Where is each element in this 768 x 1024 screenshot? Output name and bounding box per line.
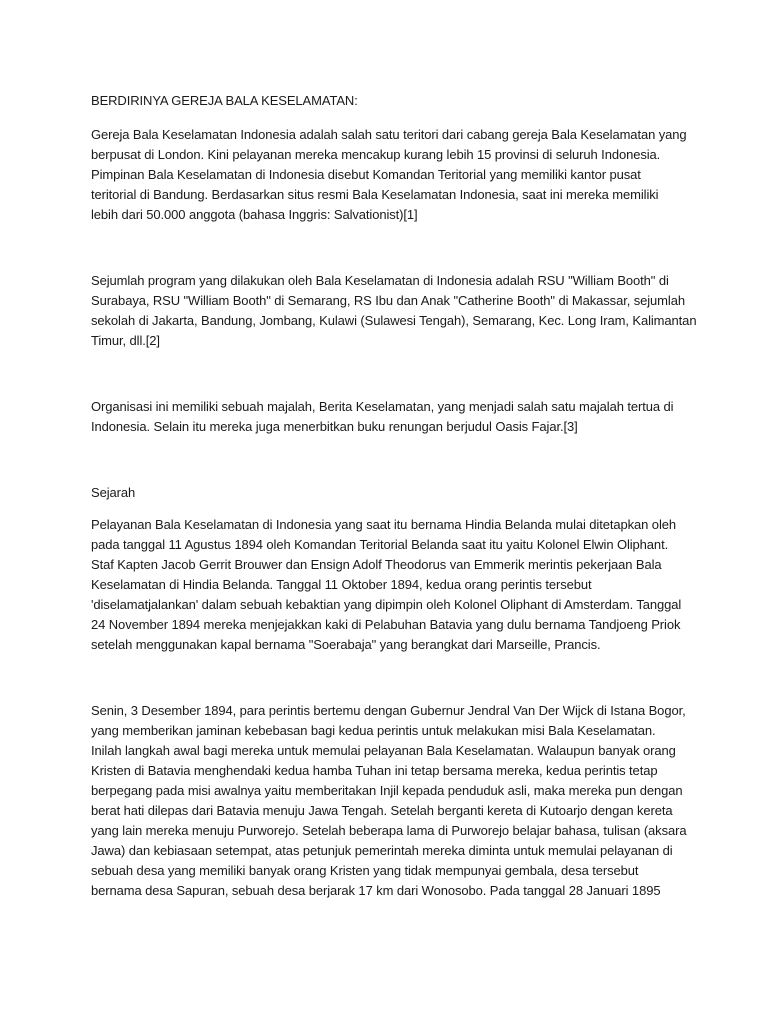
paragraph-line: lebih dari 50.000 anggota (bahasa Inggris: Salvationist)[1] xyxy=(91,207,418,222)
paragraph-line: teritorial di Bandung. Berdasarkan situs resmi Bala Keselamatan Indonesia, saat ini mereka memiliki xyxy=(91,187,659,202)
paragraph-line: yang lain mereka menuju Purworejo. Setelah beberapa lama di Purworejo belajar bahasa, tulisan (aksara xyxy=(91,823,687,838)
paragraph-4 xyxy=(91,515,681,655)
paragraph-line: pada tanggal 11 Agustus 1894 oleh Komandan Teritorial Belanda saat itu yaitu Kolonel Elwin Oliphant. xyxy=(91,537,669,552)
paragraph-line: Timur, dll.[2] xyxy=(91,333,160,348)
paragraph-line: Pimpinan Bala Keselamatan di Indonesia disebut Komandan Teritorial yang memiliki kantor pusat xyxy=(91,167,641,182)
paragraph-line: berpegang pada misi awalnya yaitu memberitakan Injil kepada penduduk asli, maka mereka pun dengan xyxy=(91,783,683,798)
paragraph-2 xyxy=(91,271,696,351)
paragraph-line: Senin, 3 Desember 1894, para perintis bertemu dengan Gubernur Jendral Van Der Wijck di Istana Bogor, xyxy=(91,703,686,718)
section-heading-text: Sejarah xyxy=(91,485,136,500)
paragraph-line: bernama desa Sapuran, sebuah desa berjarak 17 km dari Wonosobo. Pada tanggal 28 Januari 1895 xyxy=(91,883,661,898)
paragraph-line: sekolah di Jakarta, Bandung, Jombang, Kulawi (Sulawesi Tengah), Semarang, Kec. Long Iram, Kalimantan xyxy=(91,313,697,328)
paragraph-5 xyxy=(91,701,686,901)
paragraph-line: Inilah langkah awal bagi mereka untuk memulai pelayanan Bala Keselamatan. Walaupun banyak orang xyxy=(91,743,676,758)
section-heading xyxy=(91,483,135,503)
paragraph-line: berpusat di London. Kini pelayanan mereka mencakup kurang lebih 15 provinsi di seluruh Indonesia. xyxy=(91,147,661,162)
paragraph-line: Indonesia. Selain itu mereka juga menerbitkan buku renungan berjudul Oasis Fajar.[3] xyxy=(91,419,578,434)
paragraph-1 xyxy=(91,125,687,225)
paragraph-line: sebuah desa yang memiliki banyak orang Kristen yang tidak mempunyai gembala, desa tersebut xyxy=(91,863,639,878)
paragraph-line: Jawa) dan kebiasaan setempat, atas petunjuk pemerintah mereka diminta untuk memulai pelayanan di xyxy=(91,843,673,858)
paragraph-line: Staf Kapten Jacob Gerrit Brouwer dan Ensign Adolf Theodorus van Emmerik merintis pekerjaan Bala xyxy=(91,557,662,572)
heading-text: BERDIRINYA GEREJA BALA KESELAMATAN: xyxy=(91,93,358,108)
paragraph-3 xyxy=(91,397,673,437)
paragraph-line: Pelayanan Bala Keselamatan di Indonesia yang saat itu bernama Hindia Belanda mulai ditetapkan oleh xyxy=(91,517,676,532)
paragraph-line: Keselamatan di Hindia Belanda. Tanggal 11 Oktober 1894, kedua orang perintis tersebut xyxy=(91,577,592,592)
paragraph-line: Organisasi ini memiliki sebuah majalah, Berita Keselamatan, yang menjadi salah satu majalah tertua di xyxy=(91,399,674,414)
paragraph-line: Gereja Bala Keselamatan Indonesia adalah salah satu teritori dari cabang gereja Bala Keselamatan yang xyxy=(91,127,687,142)
paragraph-line: Kristen di Batavia menghendaki kedua hamba Tuhan ini tetap bersama mereka, kedua perintis tetap xyxy=(91,763,658,778)
paragraph-line: Surabaya, RSU "William Booth" di Semarang, RS Ibu dan Anak "Catherine Booth" di Makassar, sejumlah xyxy=(91,293,685,308)
paragraph-line: Sejumlah program yang dilakukan oleh Bala Keselamatan di Indonesia adalah RSU "William Booth" di xyxy=(91,273,669,288)
paragraph-line: setelah menggunakan kapal bernama "Soerabaja" yang berangkat dari Marseille, Prancis. xyxy=(91,637,601,652)
paragraph-line: 24 November 1894 mereka menjejakkan kaki di Pelabuhan Batavia yang dulu bernama Tandjoeng Priok xyxy=(91,617,681,632)
document-heading xyxy=(91,91,358,111)
paragraph-line: yang memberikan jaminan kebebasan bagi kedua perintis untuk melakukan misi Bala Keselamatan. xyxy=(91,723,656,738)
paragraph-line: 'diselamatjalankan' dalam sebuah kebaktian yang dipimpin oleh Kolonel Oliphant di Amsterdam. Tanggal xyxy=(91,597,682,612)
paragraph-line: berat hati dilepas dari Batavia menuju Jawa Tengah. Setelah berganti kereta di Kutoarjo dengan kereta xyxy=(91,803,673,818)
